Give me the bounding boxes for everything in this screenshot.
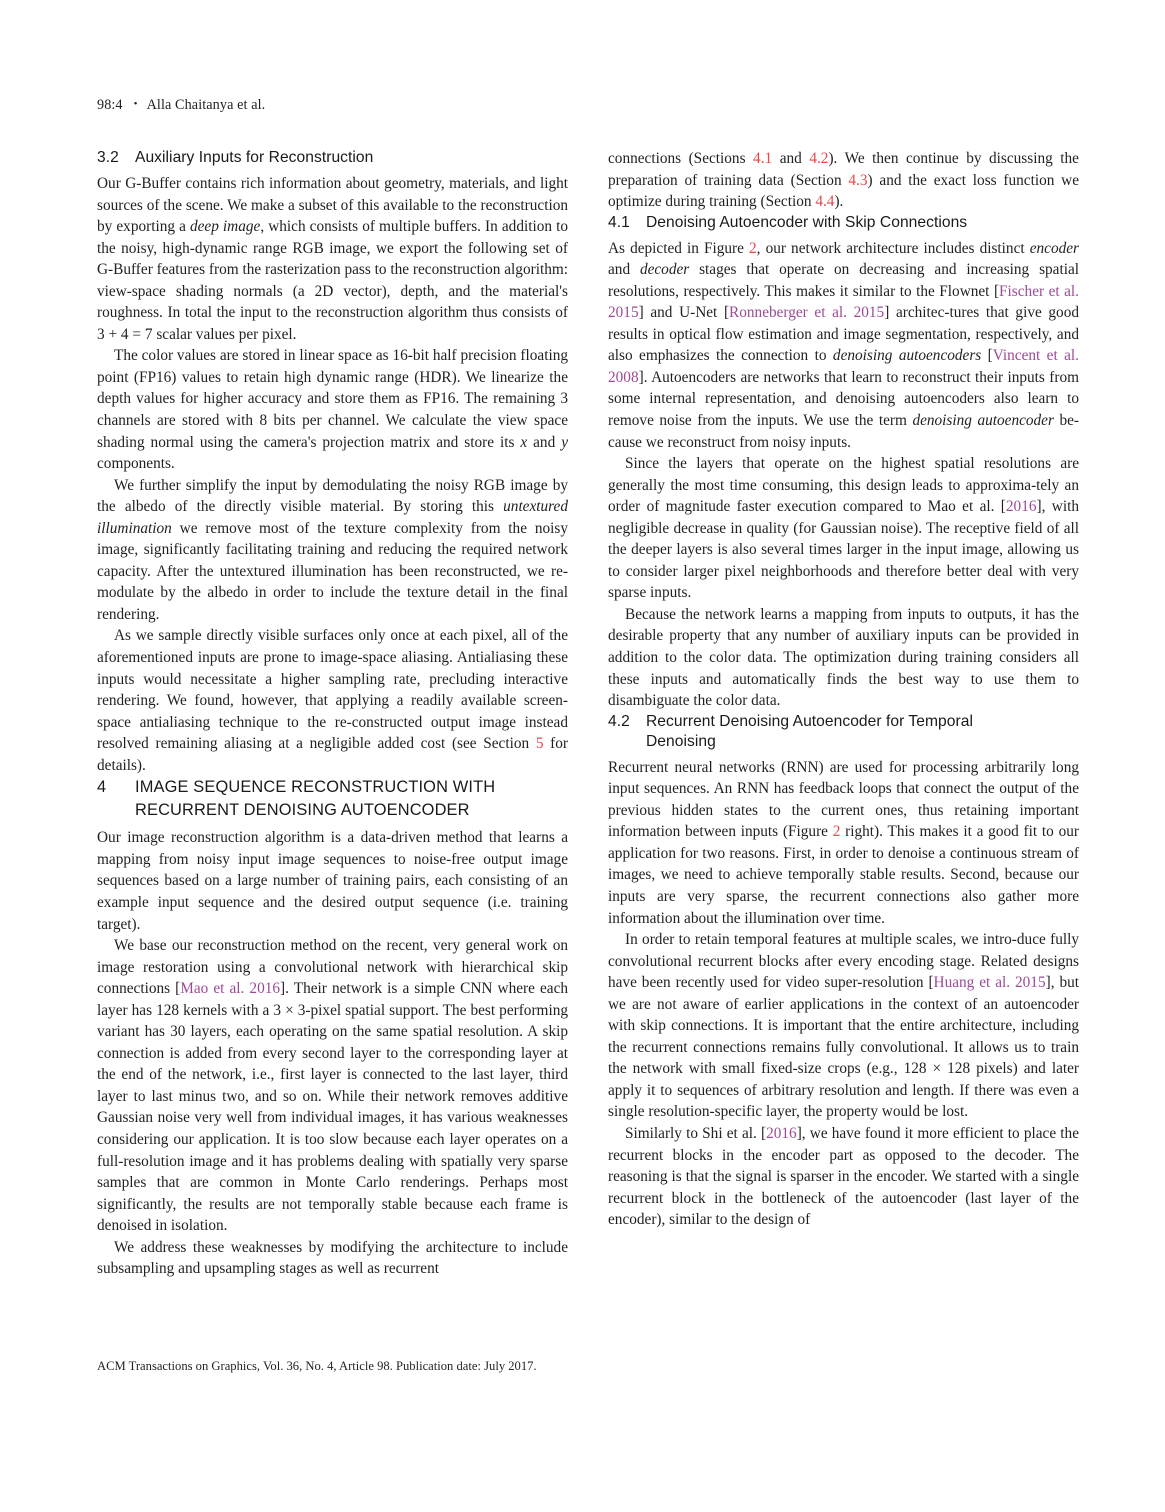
paragraph-speed: Since the layers that operate on the highest spatial resolutions are generally the most time consuming, this design leads to approxima-tely an order of magnitude faster execution compared to Mao et al. [2016], with negligible decrease in quality (for Gaussian noise). The receptive field of all the deeper layers is also several times larger in the input image, allowing us to consider larger pixel neighborhoods and therefore better deal with very sparse inputs. [608,455,1079,602]
section-reference-link[interactable]: 4.3 [848,171,868,189]
emphasis-text: encoder [1029,239,1079,257]
heading-title: Denoising Autoencoder with Skip Connections [646,213,968,231]
section-reference-link[interactable]: 5 [535,735,544,753]
paragraph-connections: connections (Sections 4.1 and 4.2). We then continue by discussing the preparation of training data (Section 4.3) and the exact loss function we optimize during training (Section 4.4). [608,150,1080,211]
heading-section-3-2 [97,148,568,168]
right-column [608,148,1079,1231]
paragraph-data-driven: Our image reconstruction algorithm is a data-driven method that learns a mapping from noisy input image sequences to noise-free output image sequences based on a large number of training pairs, each consisting of an example input sequence and the desired output sequence (i.e. training target). [97,829,568,933]
emphasis-text: untextured illumination [97,498,568,537]
paragraph-address: We address these weaknesses by modifying the architecture to include subsampling and upsampling stages as well as recurrent [97,1238,568,1278]
heading-title-line-2: RECURRENT DENOISING AUTOENCODER [135,801,470,820]
emphasis-text: deep image [189,218,261,236]
paragraph-gbuffer: Our G-Buffer contains rich information about geometry, materials, and light sources of the scene. We make a subset of this available to the reconstruction by exporting a deep image, which consists of multiple buffers. In addition to the noisy, high-dynamic range RGB image, we export the following set of G-Buffer features from the rasterization pass to the reconstruction algorithm: view-space shading normals (a 2D vector), depth, and the material's roughness. In total the input to the reconstruction algorithm thus consists of 3 + 4 = 7 scalar values per pixel. [97,175,568,343]
running-head [97,97,265,114]
page-folio: 98:4 [97,97,123,113]
citation-link[interactable]: Huang et al. 2015 [933,974,1046,992]
section-reference-link[interactable]: 4.2 [809,150,829,167]
heading-title [646,712,1079,752]
citation-link[interactable]: Mao et al. 2016 [180,980,281,998]
page-footer: ACM Transactions on Graphics, Vol. 36, No. 4, Article 98. Publication date: July 2017. [97,1359,537,1373]
running-head-separator: • [133,98,138,110]
heading-title-line-1: Recurrent Denoising Autoencoder for Temporal [646,712,973,730]
section-reference-link[interactable]: 4.1 [753,150,773,167]
citation-link[interactable]: Fischer et al. 2015 [608,282,1079,322]
running-head-authors: Alla Chaitanya et al. [146,97,266,113]
paragraph-shi: Similarly to Shi et al. [2016], we have found it more efficient to place the recurrent blocks in the encoder part as opposed to the decoder. The reasoning is that the signal is sparser in the encoder. We started with a single recurrent block in the bottleneck of the autoencoder (last layer of the encoder), similar to the design of [608,1124,1079,1229]
heading-section-4-1 [608,213,1079,233]
section-reference-link[interactable]: 2 [749,239,757,257]
paragraph-recurrent-blocks: In order to retain temporal features at multiple scales, we intro-duce fully convolutional recurrent blocks after every encoding stage. Related designs have been recently used for video super-resolution [Huang et al. 2015], but we are not aware of earlier applications in the context of an autoencoder with skip connections. It is important that the entire architecture, including the recurrent connections remains fully convolutional. It allows us to train the network with small fixed-size crops (e.g., 128 × 128 pixels) and later apply it to sequences of arbitrary resolution and length. If there was even a single resolution-specific layer, the property would be lost. [608,931,1079,1121]
math-variable: x [520,433,528,451]
citation-link[interactable]: Vincent et al. 2008 [608,347,1080,386]
paragraph-mao: We base our reconstruction method on the recent, very general work on image restoration using a convolutional network with hierarchical skip connections [Mao et al. 2016]. Their network is a simple CNN where each layer has 128 kernels with a 3 × 3-pixel spatial support. The best performing variant has 30 layers, each operating on the same spatial resolution. A skip connection is added from every second layer to the corresponding layer at the end of the network, i.e., first layer is connected to the last layer, third layer to last minus two, and so on. While their network removes additive Gaussian noise very well from individual images, it has various weaknesses considering our application. It is too slow because each layer operates on a full-resolution image and it has problems dealing with spatially very sparse samples that are common in Monte Carlo renderings. Perhaps most significantly, the results are not temporally stable because each frame is denoised in isolation. [97,937,569,1235]
heading-number: 4.1 [608,213,630,231]
section-reference-link[interactable]: 4.4 [815,193,835,211]
heading-title-line-1: IMAGE SEQUENCE RECONSTRUCTION WITH [135,778,496,797]
paragraph-architecture: As depicted in Figure 2, our network architecture includes distinct encoder and decoder stages that operate on decreasing and increasing spatial resolutions, respectively. This makes it similar to the Flownet [Fischer et al. 2015] and U-Net [Ronneberger et al. 2015] architec-tures that give good results in optical flow estimation and image segmentation, respectively, and also emphasizes the connection to denoising autoencoders [Vincent et al. 2008]. Autoencoders are networks that learn to reconstruct their inputs from some internal representation, and denoising autoencoders also learn to remove noise from the inputs. We use the term denoising autoencoder be-cause we reconstruct from noisy inputs. [608,239,1080,451]
paragraph-rnn: Recurrent neural networks (RNN) are used for processing arbitrarily long input sequences. An RNN has feedback loops that connect the output of the previous hidden states to the current ones, thus retaining important information between inputs (Figure 2 right). This makes it a good fit to our application for two reasons. First, in order to denoise a continuous stream of images, we need to achieve temporally stable results. Second, because our inputs are very sparse, the recurrent connections also gather more information about the illumination over time. [608,758,1079,927]
paragraph-demodulate: We further simplify the input by demodulating the noisy RGB image by the albedo of the directly visible material. By storing this untextured illumination we remove most of the texture complexity from the noisy image, significantly facilitating training and reducing the required network capacity. After the untextured illumination has been reconstructed, we re-modulate by the albedo in order to include the texture detail in the final rendering. [97,476,568,623]
heading-number: 4 [97,778,107,797]
heading-section-4 [97,776,568,822]
math-variable: y [561,433,568,451]
paragraph-color-values: The color values are stored in linear space as 16-bit half precision floating point (FP16) values to retain high dynamic range (HDR). We linearize the depth values for higher accuracy and store them as FP16. The remaining 3 channels are stored with 8 bits per channel. We calculate the view space shading normal using the camera's projection matrix and store its x and y components. [97,347,568,473]
emphasis-text: decoder [639,261,690,279]
heading-title-line-2: Denoising [646,732,716,750]
heading-title [135,776,568,822]
paragraph-aliasing: As we sample directly visible surfaces only once at each pixel, all of the aforementioned inputs are prone to image-space aliasing. Antialiasing these inputs would necessitate a higher sampling rate, precluding interactive rendering. We found, however, that applying a readily available screen-space antialiasing technique to the re-constructed output image instead resolved remaining aliasing at a negligible added cost (see Section 5 for details). [97,627,568,774]
heading-number: 3.2 [97,149,119,166]
citation-link[interactable]: Ronneberger et al. 2015 [729,304,885,322]
two-column-body [97,148,1079,1328]
citation-link[interactable]: 2016 [1005,498,1037,516]
paragraph-mapping: Because the network learns a mapping from inputs to outputs, it has the desirable property that any number of auxiliary inputs can be provided in addition to the color data. The optimization during training considers all these inputs and automatically finds the best way to use them to disambiguate the color data. [608,605,1079,710]
heading-title: Auxiliary Inputs for Reconstruction [135,149,374,166]
heading-number: 4.2 [608,712,630,730]
heading-section-4-2 [608,712,1079,752]
citation-link[interactable]: 2016 [766,1124,797,1142]
emphasis-text: denoising autoencoders [832,347,982,365]
emphasis-text: denoising autoencoder [912,412,1054,430]
left-column [97,148,568,1280]
section-reference-link[interactable]: 2 [832,823,841,841]
